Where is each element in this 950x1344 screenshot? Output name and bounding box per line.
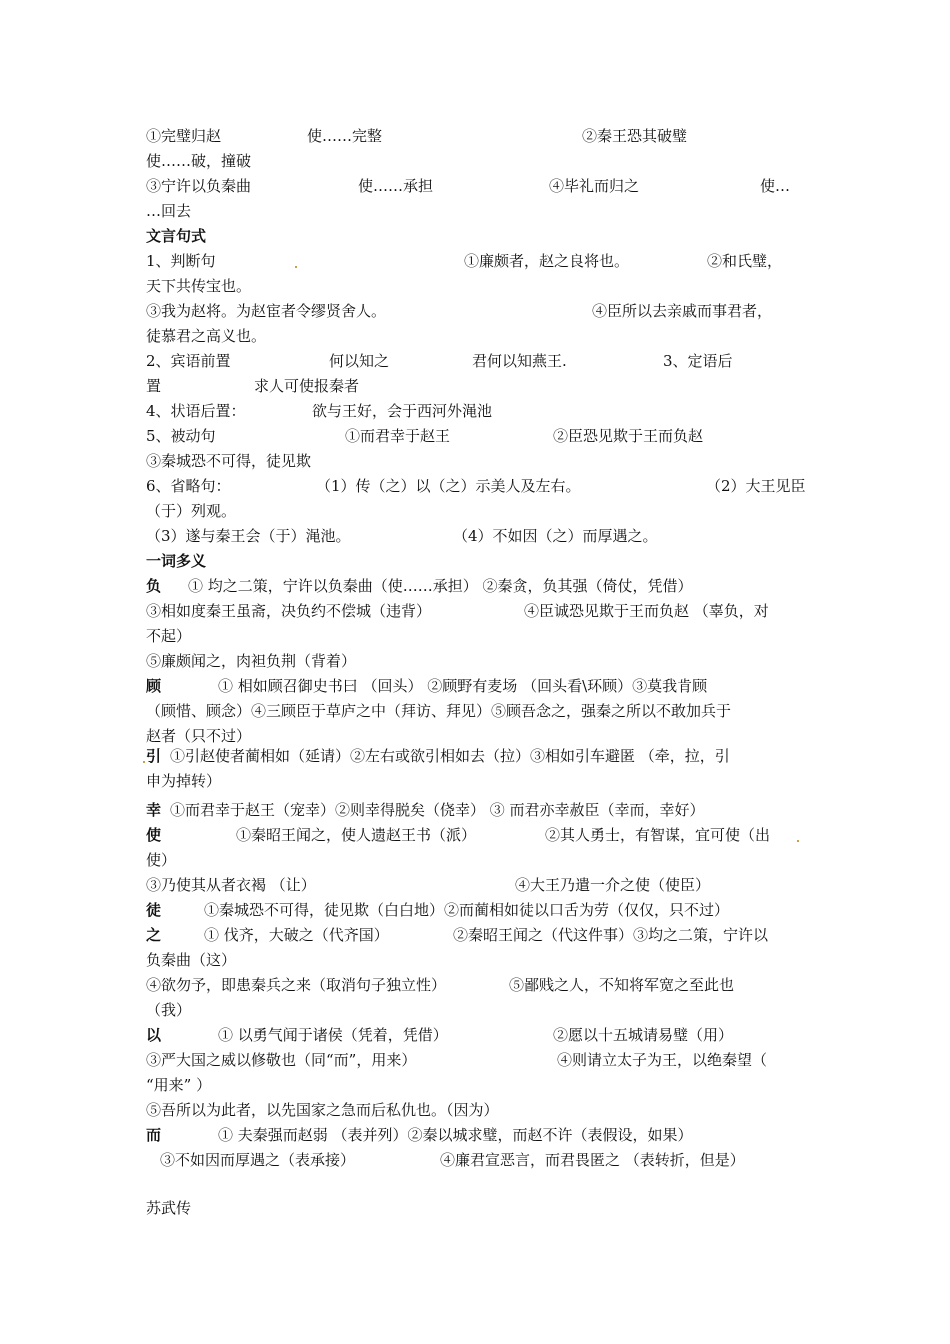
section-heading: 一词多义: [146, 552, 207, 570]
text-line: ①而君幸于赵王: [345, 427, 451, 445]
text-line: ①完璧归赵: [146, 127, 222, 145]
text-line: 4、状语后置：: [146, 402, 246, 420]
keyword-label: 使: [146, 826, 162, 844]
keyword-label: 徒: [146, 901, 162, 919]
text-line: 天下共传宝也。: [146, 277, 252, 295]
text-line: ④大王乃遣一介之使（使臣）: [515, 876, 711, 894]
text-line: ②愿以十五城请易璧（用）: [553, 1026, 734, 1044]
text-line: （4）不如因（之）而厚遇之。: [453, 527, 658, 545]
text-line: 1、判断句: [146, 252, 216, 270]
text-line: 求人可使报秦者: [254, 377, 360, 395]
text-line: ①而君幸于赵王（宠幸）②则幸得脱矣（侥幸） ③ 而君亦幸赦臣（幸而，幸好）: [170, 801, 705, 819]
text-line: ④臣诚恐见欺于王而负赵 （辜负，对: [524, 602, 769, 620]
keyword-label: 幸: [146, 801, 162, 819]
text-line: ⑤鄙贱之人，不知将军宽之至此也: [509, 976, 735, 994]
text-line: 6、省略句：: [146, 477, 231, 495]
text-line: 使……破，撞破: [146, 152, 252, 170]
text-line: 5、被动句: [146, 427, 216, 445]
text-line: ① 均之二策，宁许以负秦曲（使……承担） ②秦贪，负其强（倚仗，凭借）: [188, 577, 693, 595]
text-line: 何以知之: [329, 352, 390, 370]
text-line: 置: [146, 377, 162, 395]
text-line: 3、定语后: [663, 352, 733, 370]
text-line: 君何以知燕王.: [472, 352, 567, 370]
text-line: ① 伐齐，大破之（代齐国）: [204, 926, 389, 944]
text-line: ①引赵使者蔺相如（延请）②左右或欲引相如去（拉）③相如引车避匿 （牵，拉，引: [170, 747, 730, 765]
text-line: （3）遂与秦王会（于）渑池。: [146, 527, 351, 545]
text-line: ① 夫秦强而赵弱 （表并列）②秦以城求璧，而赵不许（表假设，如果）: [218, 1126, 693, 1144]
text-line: ②秦昭王闻之（代这件事）③均之二策，宁许以: [453, 926, 769, 944]
text-line: ①秦昭王闻之，使人遗赵王书（派）: [236, 826, 477, 844]
text-line: 赵者（只不过）: [146, 727, 252, 745]
text-line: 使）: [146, 851, 177, 869]
text-line: 申为掉转）: [146, 772, 222, 790]
text-line: ②秦王恐其破璧: [582, 127, 688, 145]
speck-mark: [797, 840, 799, 842]
text-line: 不起）: [146, 627, 192, 645]
text-line: 使……完整: [307, 127, 383, 145]
keyword-label: 负: [146, 577, 162, 595]
text-line: ⑤廉颇闻之，肉袒负荆（背着）: [146, 652, 357, 670]
section-heading: 文言句式: [146, 227, 207, 245]
text-line: ③乃使其从者衣褐 （让）: [146, 876, 316, 894]
text-line: （于）列观。: [146, 502, 237, 520]
keyword-label: 顾: [146, 677, 162, 695]
text-line: （2）大王见臣: [706, 477, 806, 495]
text-line: ⑤吾所以为此者，以先国家之急而后私仇也。（因为）: [146, 1101, 499, 1119]
keyword-label: 引: [146, 747, 162, 765]
text-line: ④则请立太子为王，以绝秦望（: [557, 1051, 768, 1069]
text-line: ① 以勇气闻于诸侯（凭着，凭借）: [218, 1026, 448, 1044]
text-line: ④毕礼而归之: [549, 177, 640, 195]
text-line: “用来” ）: [146, 1076, 212, 1094]
keyword-label: 而: [146, 1126, 162, 1144]
text-line: …回去: [146, 202, 192, 220]
speck-mark: [143, 761, 145, 763]
text-line: 2、宾语前置: [146, 352, 231, 370]
text-line: ① 相如顾召御史书曰 （回头） ②顾野有麦场 （回头看\环顾）③莫我肯顾: [218, 677, 708, 695]
text-line: （顾惜、顾念）④三顾臣于草庐之中（拜访、拜见）⑤顾吾念之，强秦之所以不敢加兵于: [146, 702, 732, 720]
text-line: ③相如度秦王虽斋，决负约不偿城（违背）: [146, 602, 432, 620]
text-line: ③秦城恐不可得，徒见欺: [146, 452, 312, 470]
text-line: ④廉君宣恶言，而君畏匿之 （表转折，但是）: [440, 1151, 745, 1169]
text-line: 使…: [760, 177, 791, 195]
text-line: ①秦城恐不可得，徒见欺（白白地）②而蔺相如徒以口舌为劳（仅仅，只不过）: [204, 901, 730, 919]
text-line: 徒慕君之高义也。: [146, 327, 267, 345]
text-line: ②其人勇士，有智谋，宜可使（出: [545, 826, 771, 844]
text-line: ③我为赵将。为赵宦者令缪贤舍人。: [146, 302, 387, 320]
speck-mark: [295, 266, 297, 268]
text-line: 负秦曲（这）: [146, 951, 237, 969]
text-line: ④欲勿予，即患秦兵之来（取消句子独立性）: [146, 976, 447, 994]
text-line: 欲与王好，会于西河外渑池: [312, 402, 493, 420]
text-line: ①廉颇者，赵之良将也。: [464, 252, 630, 270]
text-line: ③严大国之威以修敬也（同“而”，用来）: [146, 1051, 417, 1069]
text-line: ②和氏璧，: [707, 252, 783, 270]
text-line: ③不如因而厚遇之（表承接）: [160, 1151, 356, 1169]
text-line: （我）: [146, 1001, 192, 1019]
keyword-label: 以: [146, 1026, 162, 1044]
text-line: 使……承担: [358, 177, 434, 195]
next-section-title: 苏武传: [146, 1199, 192, 1217]
text-line: ②臣恐见欺于王而负赵: [553, 427, 704, 445]
text-line: ③宁许以负秦曲: [146, 177, 252, 195]
text-line: ④臣所以去亲戚而事君者，: [592, 302, 773, 320]
text-line: （1）传（之）以（之）示美人及左右。: [316, 477, 581, 495]
keyword-label: 之: [146, 926, 162, 944]
